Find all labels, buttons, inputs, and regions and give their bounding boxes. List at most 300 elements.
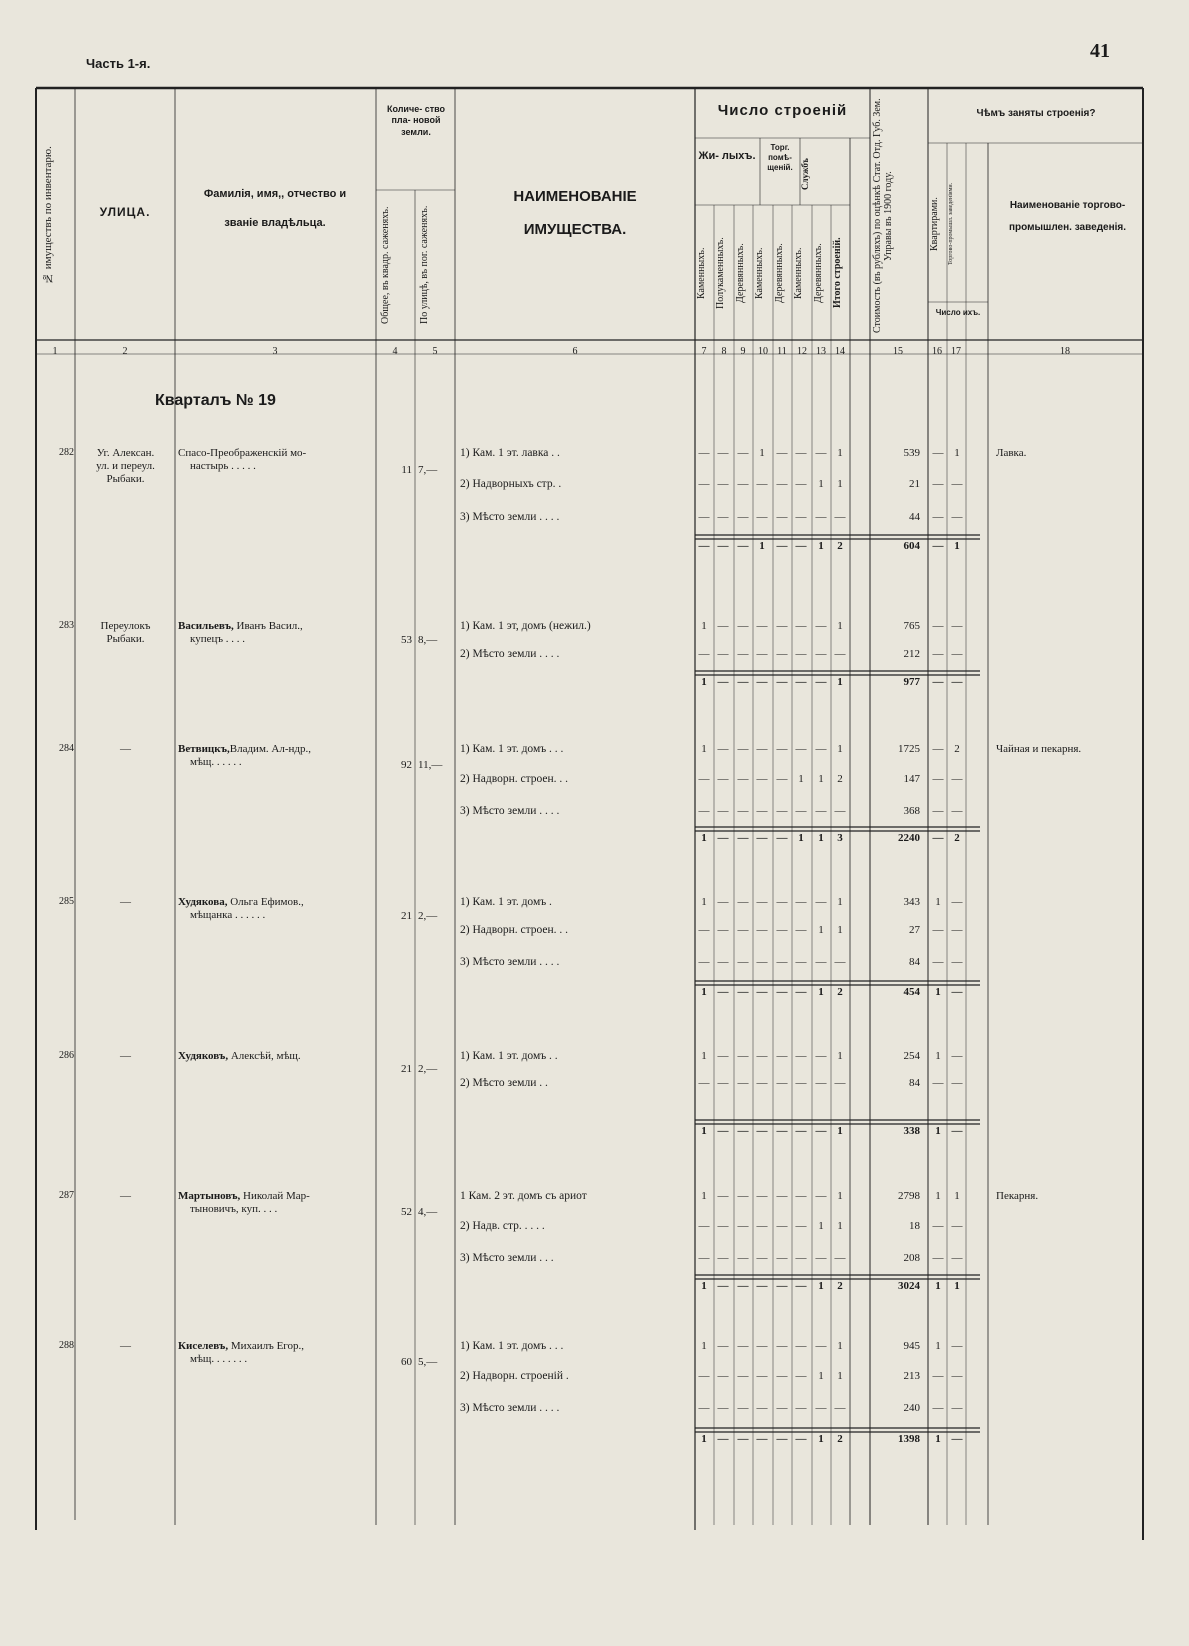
total-enterprises: 1: [954, 540, 960, 552]
cost-value: 539: [903, 447, 920, 459]
header-c13: Деревянныхъ.: [813, 243, 824, 303]
header-land: Количе- ство пла- новой земли.: [386, 104, 446, 137]
total-building-count: 1: [759, 540, 765, 552]
frontage: 8,—: [418, 634, 438, 646]
total-building-count: —: [737, 1125, 749, 1137]
header-street: УЛИЦА.: [99, 205, 151, 219]
building-count: —: [776, 1370, 788, 1382]
building-count: —: [737, 1340, 749, 1352]
property-item: 2) Надворн. строен. . .: [460, 773, 569, 785]
building-count: —: [834, 1252, 846, 1264]
building-count: —: [815, 956, 827, 968]
total-enterprises: —: [951, 676, 963, 688]
owner-name: [178, 620, 303, 632]
total-cost: 454: [903, 986, 920, 998]
enterprises-count: —: [951, 1050, 963, 1062]
building-count: —: [756, 805, 768, 817]
total-building-count: —: [756, 986, 768, 998]
property-item: 1) Кам. 1 эт. домъ .: [460, 896, 552, 908]
total-building-count: 1: [818, 832, 824, 844]
apartments-count: —: [932, 773, 944, 785]
property-item: 1) Кам. 1 эт. домъ . .: [460, 1050, 558, 1062]
inventory-number: 283: [59, 620, 74, 631]
enterprise-name: Лавка.: [996, 447, 1027, 459]
building-count: —: [737, 1252, 749, 1264]
building-count: 1: [759, 447, 765, 459]
building-count: —: [756, 1220, 768, 1232]
owner-title: мѣщ. . . . . . .: [190, 1353, 248, 1365]
total-building-count: 2: [837, 986, 843, 998]
building-count: —: [795, 1252, 807, 1264]
total-building-count: 1: [837, 1125, 843, 1137]
total-building-count: 2: [837, 1280, 843, 1292]
property-item: 1) Кам. 1 эт. домъ . . .: [460, 743, 564, 755]
total-apartments: 1: [935, 1280, 941, 1292]
apartments-count: 1: [935, 1340, 941, 1352]
total-building-count: 1: [701, 1125, 707, 1137]
total-building-count: 1: [798, 832, 804, 844]
building-count: —: [776, 478, 788, 490]
building-count: 1: [818, 1220, 824, 1232]
enterprises-count: —: [951, 1077, 963, 1089]
building-count: —: [776, 620, 788, 632]
cost-value: 1725: [898, 743, 920, 755]
building-count: —: [737, 511, 749, 523]
header-c16: Квартирами.: [929, 197, 940, 251]
total-building-count: —: [717, 986, 729, 998]
enterprises-count: 1: [954, 447, 960, 459]
building-count: —: [776, 648, 788, 660]
total-cost: 1398: [898, 1433, 920, 1445]
enterprises-count: —: [951, 956, 963, 968]
building-count: —: [717, 447, 729, 459]
building-count: —: [776, 924, 788, 936]
building-count: 1: [837, 924, 843, 936]
total-building-count: —: [756, 676, 768, 688]
total-building-count: —: [717, 1125, 729, 1137]
street-name: Рыбаки.: [106, 473, 145, 485]
cost-value: 212: [903, 648, 920, 660]
cost-value: 368: [903, 805, 920, 817]
building-count: —: [717, 773, 729, 785]
building-count: —: [795, 743, 807, 755]
building-count: —: [698, 511, 710, 523]
building-count: —: [815, 805, 827, 817]
land-area: 92: [401, 759, 412, 771]
owner-title: мѣщанка . . . . . .: [190, 909, 266, 921]
building-count: 1: [701, 896, 707, 908]
total-enterprises: 2: [954, 832, 960, 844]
owner-name-line: Спасо-Преображенскій мо-: [178, 447, 307, 459]
header-inventory-number: № имуществъ по инвентарю.: [42, 146, 54, 284]
building-count: 1: [701, 1050, 707, 1062]
total-enterprises: —: [951, 1125, 963, 1137]
building-count: —: [717, 1077, 729, 1089]
column-number: 15: [893, 346, 903, 357]
total-apartments: —: [932, 540, 944, 552]
column-number: 10: [758, 346, 768, 357]
building-count: —: [795, 648, 807, 660]
building-count: 1: [837, 1340, 843, 1352]
property-item: 3) Мѣсто земли . . .: [460, 1252, 554, 1264]
property-item: 2) Мѣсто земли . .: [460, 1077, 548, 1089]
frontage: 5,—: [418, 1356, 438, 1368]
header-frontage: По улицѣ, въ пог. саженяхъ.: [419, 205, 430, 325]
enterprise-name: Пекарня.: [996, 1190, 1039, 1202]
inventory-number: 285: [59, 896, 74, 907]
apartments-count: —: [932, 648, 944, 660]
total-building-count: —: [717, 832, 729, 844]
property-item: 1) Кам. 1 эт. лавка . .: [460, 447, 560, 459]
building-count: —: [737, 924, 749, 936]
apartments-count: —: [932, 1220, 944, 1232]
building-count: —: [776, 773, 788, 785]
total-building-count: —: [698, 540, 710, 552]
building-count: —: [717, 956, 729, 968]
total-building-count: —: [737, 1433, 749, 1445]
total-apartments: 1: [935, 1125, 941, 1137]
column-number: 3: [272, 346, 278, 357]
owner-name: [178, 447, 306, 459]
total-building-count: 1: [837, 676, 843, 688]
property-item: 3) Мѣсто земли . . . .: [460, 805, 560, 817]
building-count: —: [815, 743, 827, 755]
enterprises-count: —: [951, 773, 963, 785]
building-count: —: [756, 1370, 768, 1382]
apartments-count: 1: [935, 1190, 941, 1202]
quarter-title: Кварталъ № 19: [155, 392, 276, 409]
street-name: —: [120, 1190, 131, 1202]
total-building-count: —: [737, 986, 749, 998]
building-count: 1: [818, 924, 824, 936]
header-area: Общее, въ квадр. саженяхъ.: [380, 206, 391, 324]
building-count: —: [698, 1402, 710, 1414]
column-number: 11: [777, 346, 787, 357]
inventory-number: 288: [59, 1340, 74, 1351]
total-building-count: 1: [701, 1280, 707, 1292]
owner-name: [178, 1050, 301, 1062]
column-number: 7: [701, 346, 707, 357]
cost-value: 84: [909, 1077, 920, 1089]
frontage: 7,—: [418, 464, 438, 476]
building-count: —: [737, 1370, 749, 1382]
building-count: —: [815, 1077, 827, 1089]
apartments-count: 1: [935, 1050, 941, 1062]
property-item: 2) Надворн. строеній .: [460, 1370, 569, 1382]
building-count: —: [834, 1402, 846, 1414]
total-building-count: —: [776, 986, 788, 998]
building-count: 1: [837, 896, 843, 908]
building-count: —: [815, 1050, 827, 1062]
apartments-count: —: [932, 1077, 944, 1089]
cost-value: 208: [903, 1252, 920, 1264]
apartments-count: 1: [935, 896, 941, 908]
building-count: 2: [837, 773, 843, 785]
total-cost: 2240: [898, 832, 920, 844]
total-building-count: 1: [701, 832, 707, 844]
cost-value: 84: [909, 956, 920, 968]
building-count: 1: [837, 478, 843, 490]
total-building-count: —: [717, 1433, 729, 1445]
building-count: 1: [837, 1220, 843, 1232]
owner-surname: Худяковъ,: [178, 1050, 229, 1062]
total-cost: 338: [903, 1125, 920, 1137]
building-count: —: [834, 511, 846, 523]
building-count: —: [756, 773, 768, 785]
total-building-count: —: [815, 1125, 827, 1137]
owner-name-line: Алексѣй, мѣщ.: [228, 1050, 301, 1062]
enterprises-count: —: [951, 1252, 963, 1264]
total-building-count: —: [776, 1280, 788, 1292]
column-number: 13: [816, 346, 826, 357]
building-count: —: [737, 478, 749, 490]
column-number: 6: [572, 346, 578, 357]
inventory-number: 284: [59, 743, 74, 754]
building-count: —: [756, 478, 768, 490]
owner-name-line: Ольга Ефимов.,: [227, 896, 304, 908]
building-count: —: [776, 1340, 788, 1352]
header-c17: Торгово-промышл. заведеніями.: [948, 182, 954, 266]
cost-value: 945: [903, 1340, 920, 1352]
building-count: —: [795, 805, 807, 817]
header-trade: Торг. помѣ- щеній.: [767, 143, 793, 172]
total-building-count: —: [795, 1125, 807, 1137]
total-building-count: —: [815, 676, 827, 688]
building-count: —: [737, 896, 749, 908]
cost-value: 21: [909, 478, 920, 490]
total-building-count: —: [776, 1433, 788, 1445]
building-count: 1: [818, 478, 824, 490]
column-number: 4: [392, 346, 398, 357]
total-building-count: 1: [818, 1280, 824, 1292]
enterprises-count: —: [951, 1370, 963, 1382]
building-count: —: [795, 447, 807, 459]
enterprises-count: —: [951, 648, 963, 660]
owner-surname: Ветвицкъ,: [178, 743, 230, 755]
street-name: ул. и переул.: [96, 460, 155, 472]
total-building-count: —: [737, 1280, 749, 1292]
building-count: —: [717, 1370, 729, 1382]
building-count: —: [737, 1220, 749, 1232]
total-building-count: —: [737, 832, 749, 844]
column-number: 5: [432, 346, 438, 357]
building-count: —: [737, 1077, 749, 1089]
owner-name-line: Иванъ Васил.,: [233, 620, 303, 632]
inventory-number: 287: [59, 1190, 74, 1201]
part-label: Часть 1-я.: [86, 56, 151, 71]
building-count: —: [795, 1050, 807, 1062]
header-c7: Каменныхъ.: [696, 247, 707, 299]
inventory-number: 282: [59, 447, 74, 458]
building-count: —: [776, 447, 788, 459]
owner-title: тыновичъ, куп. . . .: [190, 1203, 278, 1215]
apartments-count: —: [932, 805, 944, 817]
total-building-count: 3: [837, 832, 843, 844]
apartments-count: —: [932, 1370, 944, 1382]
building-count: —: [756, 620, 768, 632]
building-count: —: [795, 1077, 807, 1089]
column-number: 1: [52, 346, 58, 357]
total-building-count: —: [756, 832, 768, 844]
building-count: —: [834, 805, 846, 817]
building-count: —: [717, 1190, 729, 1202]
building-count: —: [698, 1220, 710, 1232]
building-count: —: [717, 620, 729, 632]
total-building-count: 2: [837, 540, 843, 552]
building-count: —: [698, 648, 710, 660]
total-apartments: —: [932, 832, 944, 844]
header-owner: Фамилія, имя,, отчество и званіе владѣльца.: [203, 188, 347, 229]
total-building-count: —: [756, 1125, 768, 1137]
building-count: —: [737, 773, 749, 785]
owner-surname: Васильевъ,: [178, 620, 234, 632]
header-property: НАИМЕНОВАНІЕ ИМУЩЕСТВА.: [513, 188, 637, 238]
street-name: —: [120, 1050, 131, 1062]
building-count: 1: [701, 620, 707, 632]
owner-name-line: Владим. Ал-ндр.,: [229, 743, 311, 755]
land-area: 60: [401, 1356, 412, 1368]
building-count: 1: [837, 620, 843, 632]
frontage: 2,—: [418, 910, 438, 922]
owner-name-line: Николай Мар-: [240, 1190, 310, 1202]
apartments-count: —: [932, 743, 944, 755]
total-building-count: —: [795, 1280, 807, 1292]
building-count: —: [717, 805, 729, 817]
owner-name-line: Михаилъ Егор.,: [228, 1340, 305, 1352]
total-building-count: —: [795, 676, 807, 688]
total-building-count: —: [717, 676, 729, 688]
total-building-count: —: [717, 1280, 729, 1292]
cost-value: 213: [903, 1370, 920, 1382]
land-area: 21: [401, 910, 412, 922]
building-count: 1: [701, 1340, 707, 1352]
building-count: 1: [837, 1190, 843, 1202]
total-apartments: —: [932, 676, 944, 688]
building-count: —: [776, 805, 788, 817]
enterprises-count: —: [951, 511, 963, 523]
total-building-count: 1: [701, 986, 707, 998]
land-area: 21: [401, 1063, 412, 1075]
building-count: —: [717, 1050, 729, 1062]
building-count: —: [776, 956, 788, 968]
column-number: 8: [721, 346, 727, 357]
building-count: 1: [701, 1190, 707, 1202]
building-count: —: [756, 648, 768, 660]
total-building-count: —: [776, 676, 788, 688]
building-count: —: [698, 478, 710, 490]
building-count: —: [717, 1402, 729, 1414]
enterprises-count: —: [951, 478, 963, 490]
building-count: —: [698, 1252, 710, 1264]
owner-title: мѣщ. . . . . .: [190, 756, 242, 768]
total-building-count: 1: [818, 1433, 824, 1445]
column-number: 9: [740, 346, 746, 357]
property-item: 3) Мѣсто земли . . . .: [460, 956, 560, 968]
building-count: —: [717, 478, 729, 490]
property-item: 1) Кам. 1 эт. домъ . . .: [460, 1340, 564, 1352]
building-count: —: [737, 1050, 749, 1062]
column-number: 16: [932, 346, 942, 357]
building-count: —: [756, 924, 768, 936]
building-count: —: [815, 511, 827, 523]
column-number: 17: [951, 346, 961, 357]
owner-surname: Мартыновъ,: [178, 1190, 241, 1202]
header-cost: Стоимость (въ рубляхъ) по оцѣнкѣ Стат. Отд. Губ. Зем. Управы въ 1900 году.: [872, 98, 894, 334]
building-count: —: [776, 1190, 788, 1202]
building-count: —: [815, 648, 827, 660]
cost-value: 254: [903, 1050, 920, 1062]
building-count: —: [815, 896, 827, 908]
owner-surname: Киселевъ,: [178, 1340, 229, 1352]
building-count: —: [717, 1340, 729, 1352]
total-building-count: —: [737, 540, 749, 552]
frontage: 11,—: [418, 759, 443, 771]
building-count: —: [737, 620, 749, 632]
building-count: —: [756, 1050, 768, 1062]
total-building-count: —: [776, 540, 788, 552]
enterprise-name: Чайная и пекарня.: [996, 743, 1082, 755]
enterprises-count: —: [951, 620, 963, 632]
total-apartments: 1: [935, 986, 941, 998]
land-area: 52: [401, 1206, 412, 1218]
frontage: 4,—: [418, 1206, 438, 1218]
street-name: Переулокъ: [100, 620, 151, 632]
building-count: —: [756, 1402, 768, 1414]
column-number: 18: [1060, 346, 1070, 357]
owner-name: [178, 1190, 310, 1202]
building-count: —: [756, 511, 768, 523]
building-count: 1: [837, 447, 843, 459]
total-building-count: 1: [818, 540, 824, 552]
owner-title: настырь . . . . .: [190, 460, 256, 472]
building-count: —: [776, 1402, 788, 1414]
building-count: —: [756, 1190, 768, 1202]
building-count: 1: [837, 1370, 843, 1382]
apartments-count: —: [932, 620, 944, 632]
street-name: —: [120, 1340, 131, 1352]
owner-surname: Худякова,: [178, 896, 228, 908]
column-number: 12: [797, 346, 807, 357]
building-count: —: [776, 743, 788, 755]
apartments-count: —: [932, 956, 944, 968]
cost-value: 240: [903, 1402, 920, 1414]
building-count: —: [834, 1077, 846, 1089]
cost-value: 343: [903, 896, 920, 908]
building-count: —: [776, 1077, 788, 1089]
land-area: 11: [401, 464, 412, 476]
building-count: —: [717, 648, 729, 660]
enterprises-count: —: [951, 1340, 963, 1352]
property-item: 3) Мѣсто земли . . . .: [460, 511, 560, 523]
total-building-count: —: [795, 1433, 807, 1445]
building-count: —: [756, 743, 768, 755]
cost-value: 147: [903, 773, 920, 785]
cost-value: 27: [909, 924, 920, 936]
apartments-count: —: [932, 1252, 944, 1264]
building-count: —: [698, 1370, 710, 1382]
building-count: —: [698, 1077, 710, 1089]
enterprises-count: 2: [954, 743, 960, 755]
owner-name: [178, 1340, 304, 1352]
building-count: —: [776, 511, 788, 523]
total-enterprises: —: [951, 1433, 963, 1445]
total-building-count: —: [776, 832, 788, 844]
building-count: —: [756, 896, 768, 908]
cost-value: 2798: [898, 1190, 920, 1202]
building-count: —: [717, 743, 729, 755]
property-item: 1) Кам. 1 эт, домъ (нежил.): [460, 620, 591, 632]
building-count: —: [776, 1050, 788, 1062]
